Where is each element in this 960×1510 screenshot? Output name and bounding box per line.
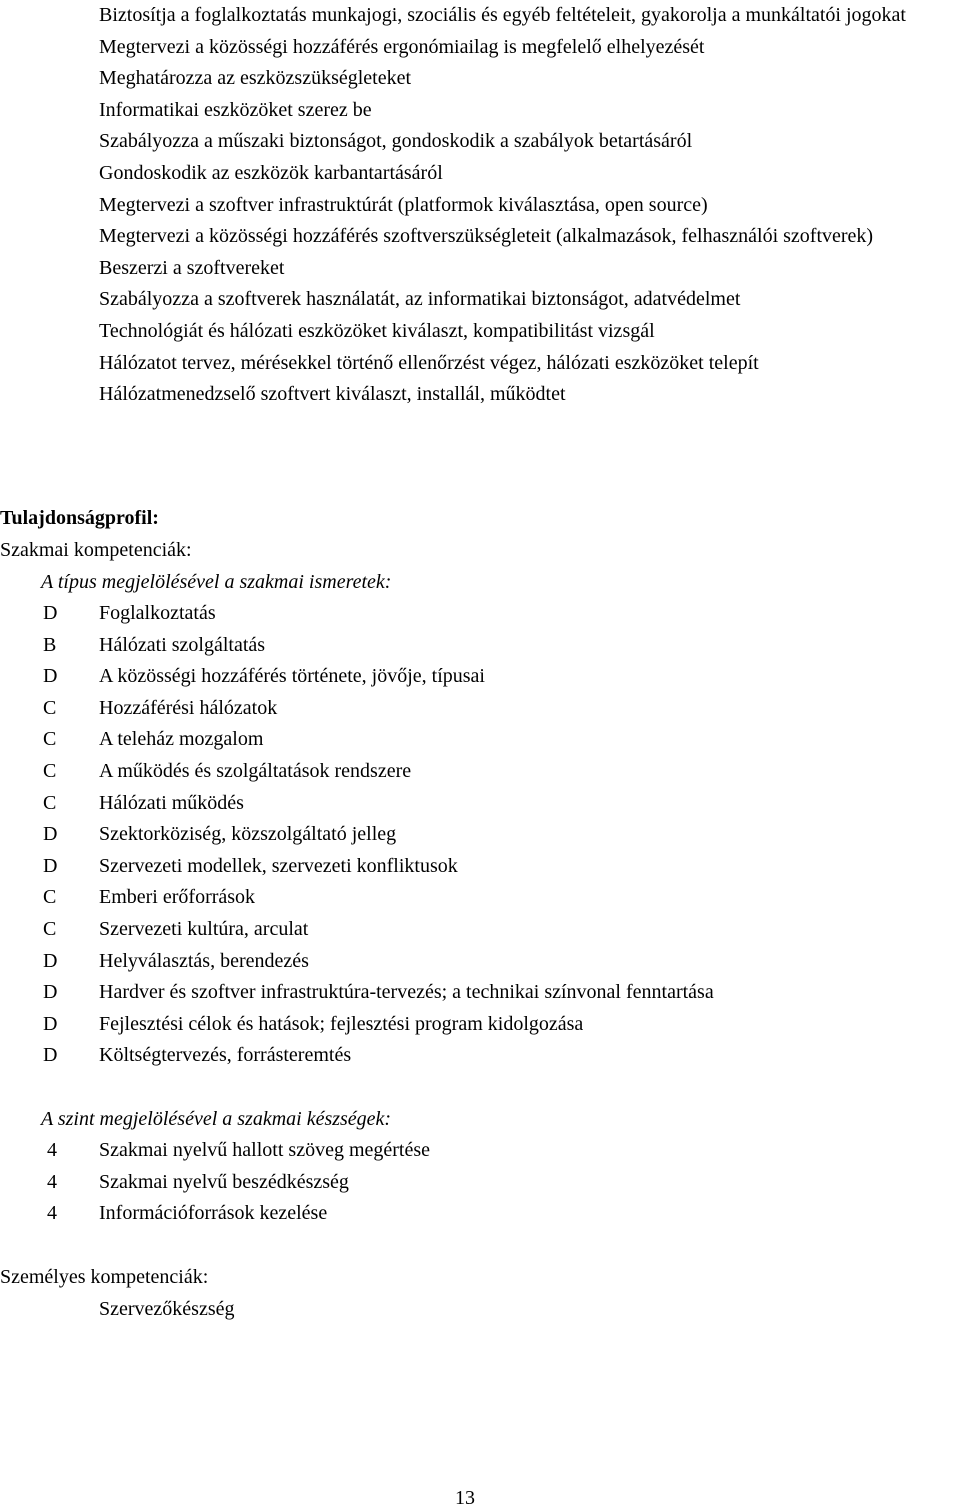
personal-competency-item: Szervezőkészség bbox=[99, 1298, 235, 1320]
duty-item: Biztosítja a foglalkoztatás munkajogi, szociális és egyéb feltételeit, gyakorolja a munkáltatói jogokat bbox=[99, 4, 906, 26]
profile-title: Tulajdonságprofil: bbox=[0, 507, 159, 529]
type-code: C bbox=[43, 917, 57, 940]
knowledge-row bbox=[0, 914, 930, 946]
knowledge-row bbox=[0, 977, 930, 1009]
knowledge-text: Költségtervezés, forrásteremtés bbox=[99, 1044, 352, 1067]
type-code: D bbox=[43, 823, 58, 846]
type-code: C bbox=[43, 886, 57, 909]
skills-section bbox=[0, 1104, 930, 1230]
duty-item: Technológiát és hálózati eszközöket kiválaszt, kompatibilitást vizsgál bbox=[99, 319, 655, 342]
duty-item: Megtervezi a közösségi hozzáférés szoftverszükségleteit (alkalmazások, felhasználói szoftverek) bbox=[99, 225, 874, 248]
knowledge-row bbox=[0, 724, 930, 756]
knowledge-section bbox=[0, 567, 930, 1072]
type-code: C bbox=[43, 791, 57, 814]
duty-item: Szabályozza a műszaki biztonságot, gondoskodik a szabályok betartásáról bbox=[99, 130, 693, 153]
type-code: D bbox=[43, 602, 58, 624]
knowledge-text: Szervezeti kultúra, arculat bbox=[99, 917, 309, 940]
knowledge-row bbox=[0, 630, 930, 662]
skill-text: Információforrások kezelése bbox=[99, 1202, 328, 1225]
type-code: D bbox=[43, 1044, 58, 1067]
knowledge-text: A teleház mozgalom bbox=[99, 728, 264, 751]
knowledge-text: Hálózati szolgáltatás bbox=[99, 633, 266, 656]
knowledge-text: Szektorköziség, közszolgáltató jelleg bbox=[99, 823, 397, 846]
duty-item: Hálózatot tervez, mérésekkel történő ellenőrzést végez, hálózati eszközöket telepít bbox=[99, 351, 759, 374]
knowledge-row bbox=[0, 661, 930, 693]
duty-item: Meghatározza az eszközszükségleteket bbox=[99, 67, 412, 90]
knowledge-row bbox=[0, 882, 930, 914]
knowledge-text: Hardver és szoftver infrastruktúra-tervezés; a technikai színvonal fenntartása bbox=[99, 981, 714, 1004]
duty-item: Gondoskodik az eszközök karbantartásáról bbox=[99, 161, 443, 184]
skill-row bbox=[0, 1167, 930, 1199]
personal-competencies-label: Személyes kompetenciák: bbox=[0, 1266, 209, 1288]
knowledge-text: Szervezeti modellek, szervezeti konfliktusok bbox=[99, 854, 458, 877]
knowledge-text: Fejlesztési célok és hatások; fejlesztési program kidolgozása bbox=[99, 1012, 584, 1035]
knowledge-row bbox=[0, 946, 930, 978]
type-code: D bbox=[43, 665, 58, 688]
duty-item: Megtervezi a szoftver infrastruktúrát (platformok kiválasztása, open source) bbox=[99, 193, 708, 216]
knowledge-row bbox=[0, 693, 930, 725]
type-code: B bbox=[43, 633, 57, 656]
duty-item: Hálózatmenedzselő szoftvert kiválaszt, installál, működtet bbox=[99, 383, 566, 406]
knowledge-row bbox=[0, 851, 930, 883]
knowledge-row bbox=[0, 1040, 930, 1072]
professional-competencies-label: Szakmai kompetenciák: bbox=[0, 539, 192, 561]
knowledge-heading: A típus megjelölésével a szakmai ismeretek: bbox=[41, 571, 392, 593]
knowledge-row bbox=[0, 598, 930, 630]
knowledge-text: A közösségi hozzáférés története, jövője, típusai bbox=[99, 665, 485, 688]
knowledge-row bbox=[0, 1009, 930, 1041]
knowledge-text: Hozzáférési hálózatok bbox=[99, 696, 278, 719]
type-code: C bbox=[43, 696, 57, 719]
type-code: D bbox=[43, 1012, 58, 1035]
type-code: D bbox=[43, 981, 58, 1004]
type-code: D bbox=[43, 949, 58, 972]
skill-row bbox=[0, 1198, 930, 1230]
skills-heading: A szint megjelölésével a szakmai készségek: bbox=[41, 1108, 392, 1130]
duty-item: Beszerzi a szoftvereket bbox=[99, 256, 285, 279]
type-code: C bbox=[43, 728, 57, 751]
skill-level: 4 bbox=[47, 1139, 57, 1161]
skill-level: 4 bbox=[47, 1170, 57, 1193]
duty-item: Informatikai eszközöket szerez be bbox=[99, 98, 372, 121]
type-code: D bbox=[43, 854, 58, 877]
knowledge-text: A működés és szolgáltatások rendszere bbox=[99, 759, 412, 782]
knowledge-text: Hálózati működés bbox=[99, 791, 244, 814]
skill-text: Szakmai nyelvű hallott szöveg megértése bbox=[99, 1139, 431, 1161]
knowledge-row bbox=[0, 819, 930, 851]
skill-row bbox=[0, 1135, 930, 1167]
knowledge-row bbox=[0, 756, 930, 788]
duty-item: Megtervezi a közösségi hozzáférés ergonómiailag is megfelelő elhelyezését bbox=[99, 35, 705, 58]
knowledge-text: Helyválasztás, berendezés bbox=[99, 949, 309, 972]
knowledge-text: Foglalkoztatás bbox=[99, 602, 216, 624]
knowledge-row bbox=[0, 788, 930, 820]
duties-list bbox=[99, 0, 929, 411]
skill-level: 4 bbox=[47, 1202, 57, 1225]
page-number: 13 bbox=[455, 1487, 475, 1509]
type-code: C bbox=[43, 759, 57, 782]
skill-text: Szakmai nyelvű beszédkészség bbox=[99, 1170, 349, 1193]
duty-item: Szabályozza a szoftverek használatát, az informatikai biztonságot, adatvédelmet bbox=[99, 288, 741, 311]
knowledge-text: Emberi erőforrások bbox=[99, 886, 256, 909]
